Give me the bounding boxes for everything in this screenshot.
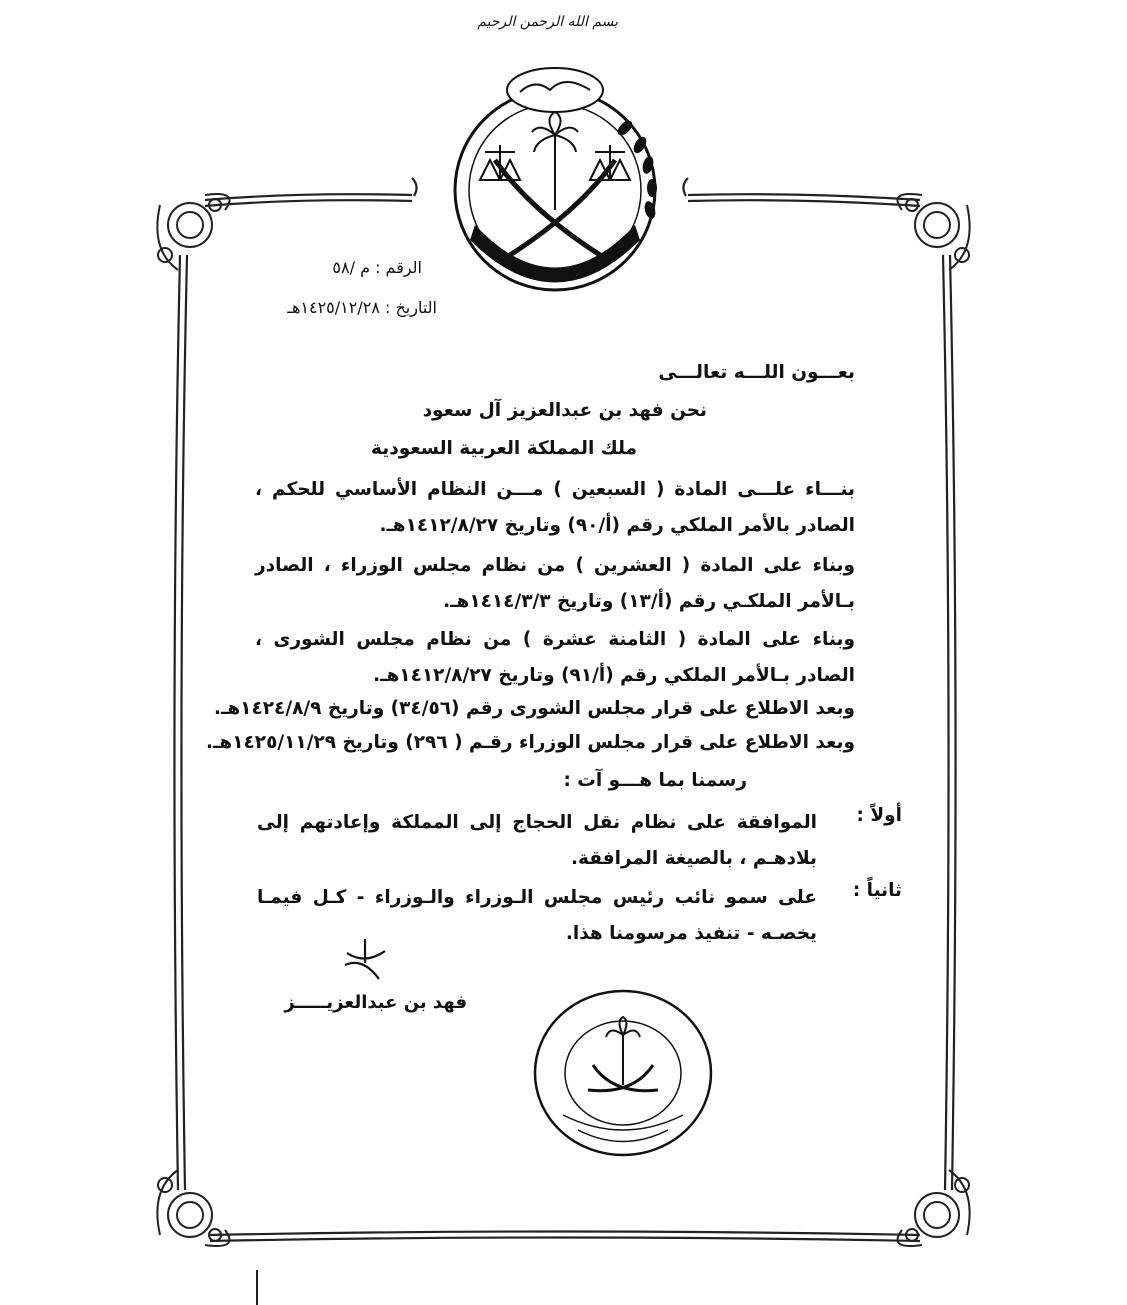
article-2-label: ثانياً :	[852, 880, 902, 901]
kingdom-emblem-logo	[440, 60, 670, 300]
issuer-line: نحن فهد بن عبدالعزيز آل سعود	[422, 400, 707, 421]
council-stamp-seal	[528, 985, 718, 1160]
recital-3: وبناء على المادة ( الثامنة عشرة ) من نظام مجلس الشورى ، الصادر بـالأمر الملكي رقم (أ/٩١) وتاريخ ١٤١٢/٨/٢٧هـ.	[255, 629, 855, 686]
recital-1: بنـــاء علـــى المادة ( السبعين ) مـــن النظام الأساسي للحكم ، الصادر بالأمر الملكي رقم (أ/٩٠) وتاريخ ١٤١٢/٨/٢٧هـ.	[255, 479, 855, 536]
decree-date: التاريخ : ١٤٢٥/١٢/٢٨هـ	[287, 298, 437, 317]
decreed-line: رسمنا بما هـــو آت :	[563, 770, 747, 791]
article-1-text: الموافقة على نظام نقل الحجاج إلى المملكة وإعادتهم إلى بلادهـم ، بالصيغة المرافقة.	[257, 812, 817, 869]
basmala: بسم الله الرحمن الرحيم	[477, 14, 618, 30]
article-1-label: أولاً :	[856, 805, 902, 826]
decree-number: الرقم : م /٥٨	[332, 258, 422, 277]
issuer-title: ملك المملكة العربية السعودية	[371, 438, 637, 459]
recital-2: وبناء على المادة ( العشرين ) من نظام مجلس الوزراء ، الصادر بـالأمر الملكـي رقم (أ/١٣) وتاريخ ١٤١٤/٣/٣هـ.	[255, 555, 855, 612]
opening-phrase: بعـــون اللـــه تعالـــى	[658, 362, 855, 383]
article-2-text: على سمو نائب رئيس مجلس الـوزراء والـوزراء - كـل فيمـا يخصـه - تنفيذ مرسومنا هذا.	[257, 887, 817, 944]
handwritten-signature	[335, 935, 395, 985]
recital-5: وبعد الاطلاع على قرار مجلس الوزراء رقـم ( ٢٩٦) وتاريخ ١٤٢٥/١١/٢٩هـ.	[206, 732, 855, 753]
recital-4: وبعد الاطلاع على قرار مجلس الشورى رقم (٣٤/٥٦) وتاريخ ١٤٢٤/٨/٩هـ.	[213, 698, 855, 719]
signature-name: فهد بن عبدالعزيـــــز	[284, 992, 467, 1013]
